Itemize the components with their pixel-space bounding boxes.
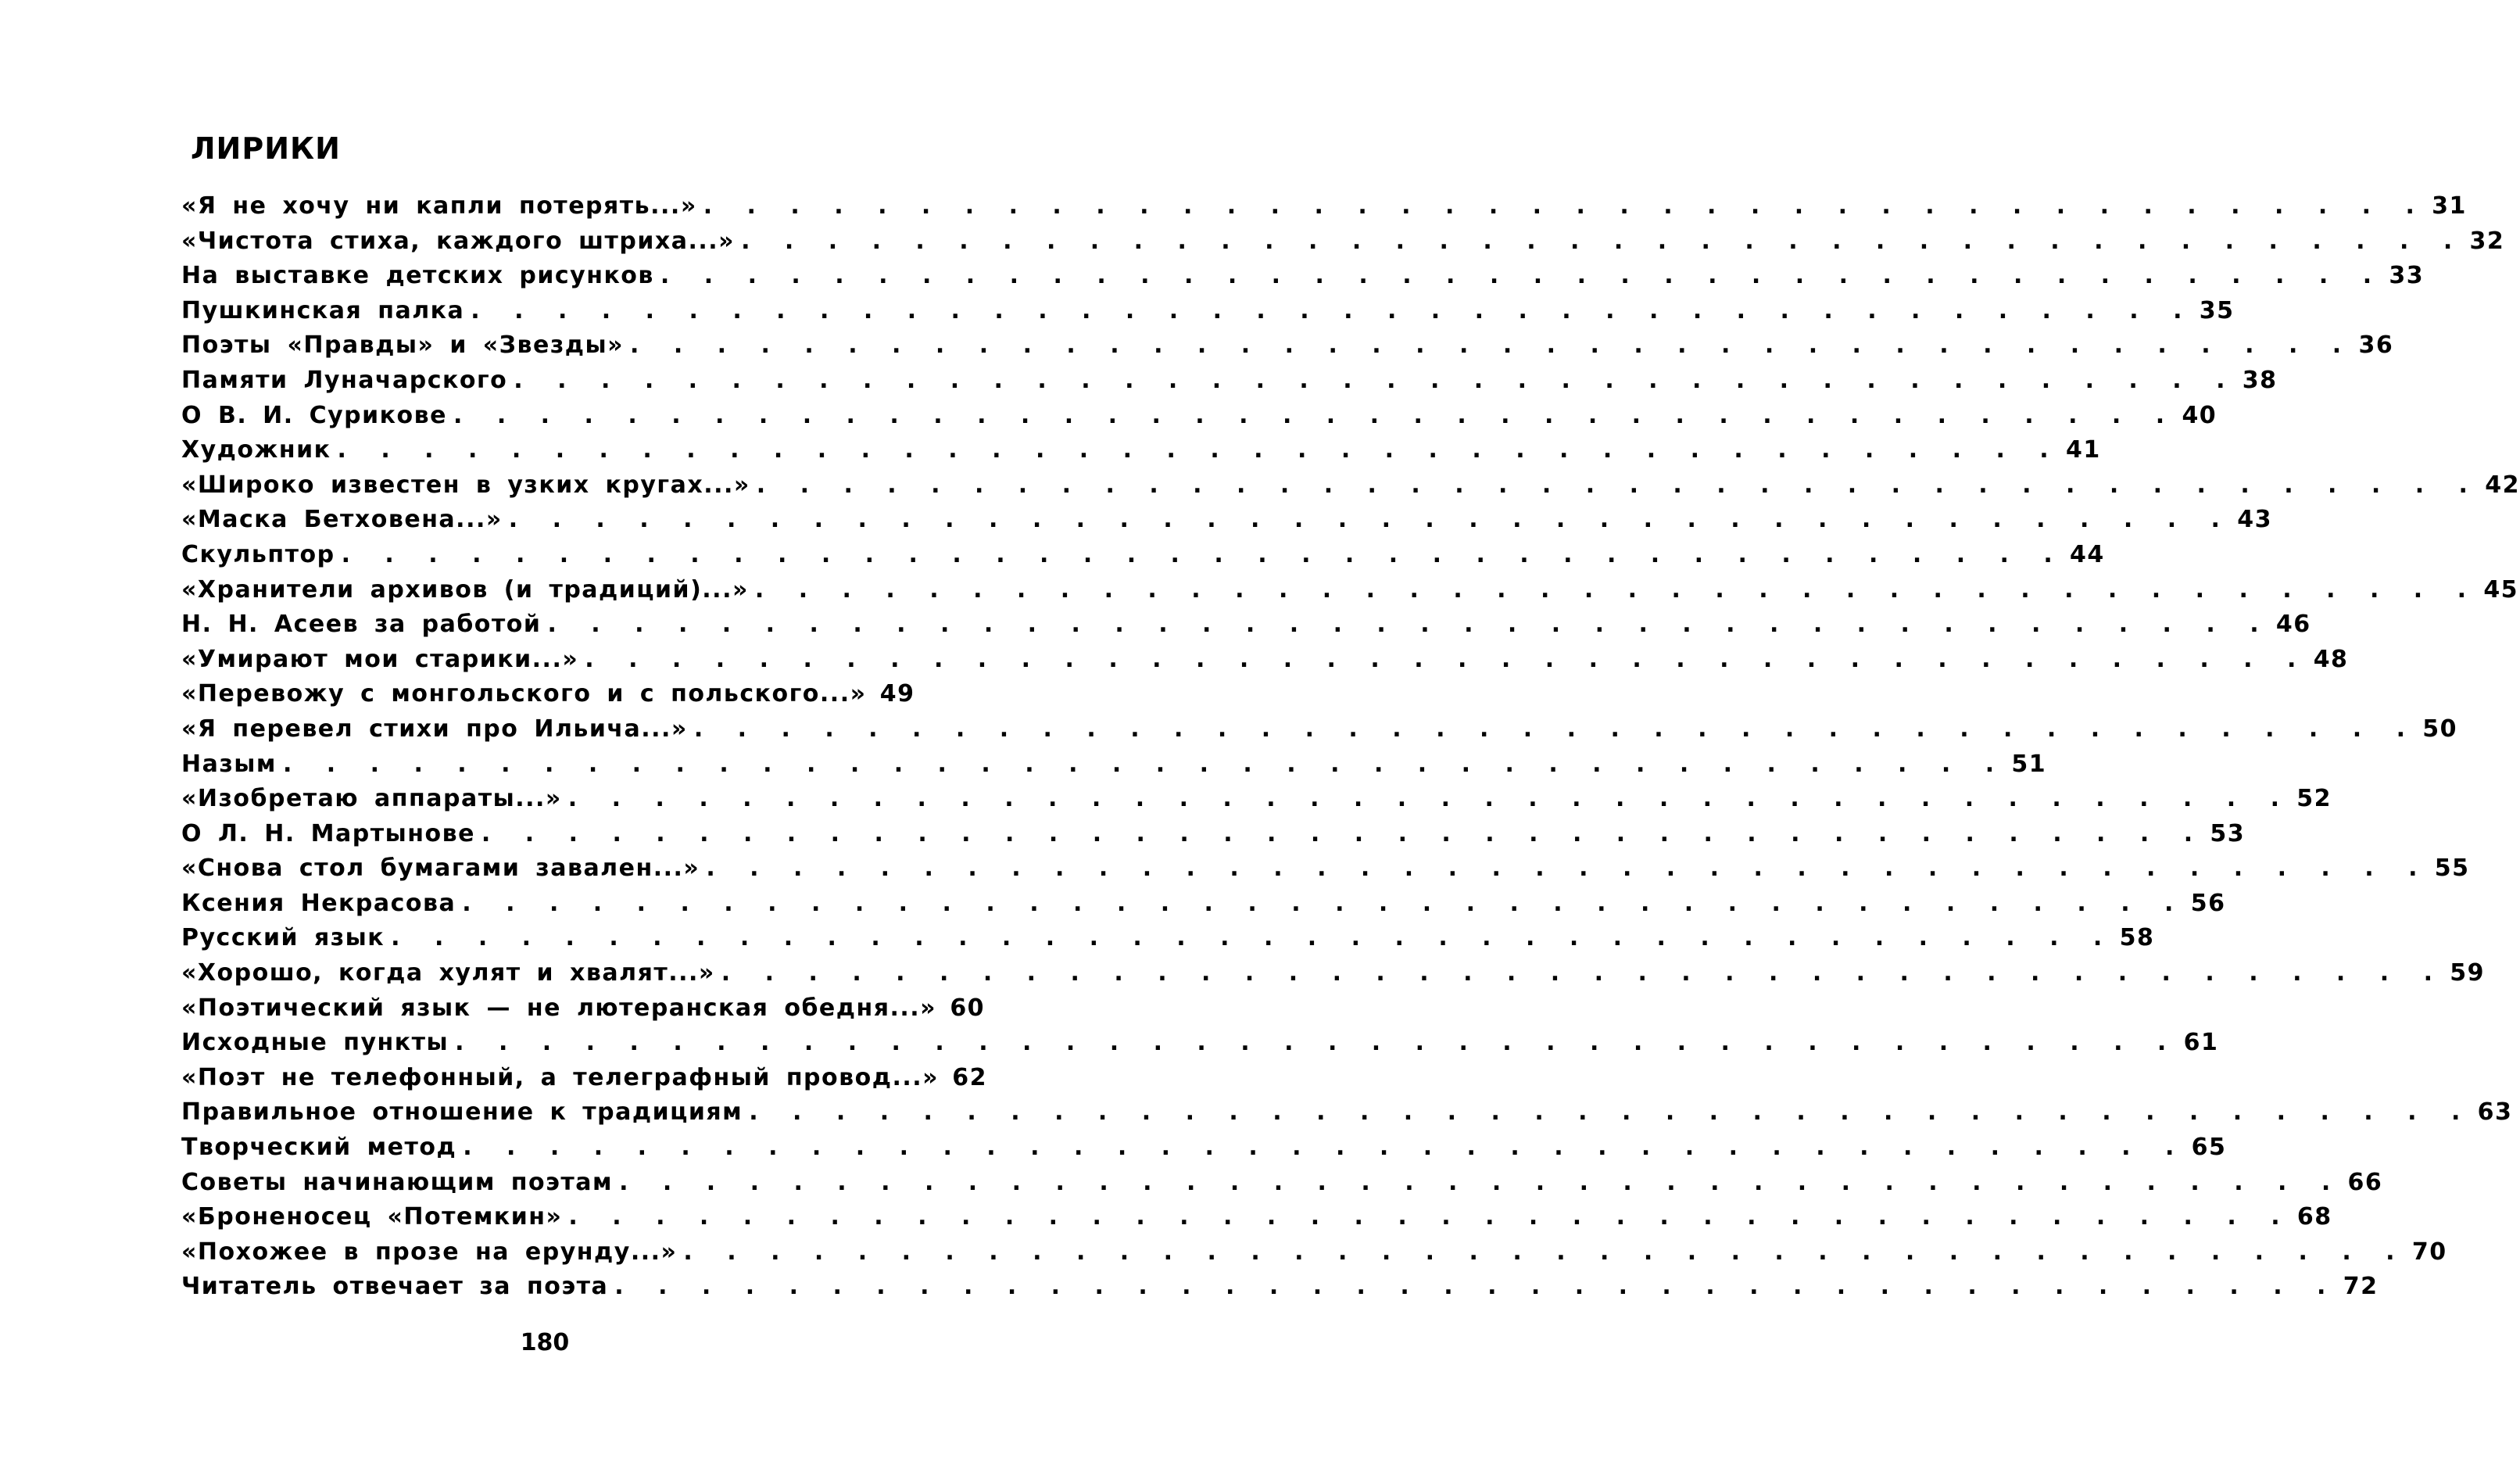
- toc-entry: [181, 1134, 2227, 1169]
- dot-leader: . . . . . . . . . . . . . . . . . . . . . . . . . . . . . . . . . . . . . . . .: [337, 436, 2059, 464]
- dot-leader: . . . . . . . . . . . . . . . . . . . . . . . . . . . . . . . . . . . . . . . .: [756, 471, 2478, 499]
- toc-entry: [181, 471, 2520, 507]
- toc-entry-page: 32: [2469, 227, 2505, 255]
- dot-leader: . . . . . . . . . . . . . . . . . . . . . . . . . . . . . . . . . . . . . . . .: [341, 540, 2063, 568]
- toc-entry-title: О Л. Н. Мартынове: [181, 819, 475, 847]
- dot-leader: . . . . . . . . . . . . . . . . . . . . . . . . . . . . . . . . . . . . . . . .: [754, 575, 2477, 604]
- toc-entry: [181, 1168, 2383, 1204]
- dot-leader: . . . . . . . . . . . . . . . . . . . . . . . . . . . . . . . . . . . . . . . .: [721, 959, 2443, 987]
- toc-entry-page: 53: [2210, 819, 2246, 847]
- toc-entry: [181, 924, 2155, 959]
- toc-entry-title: «Броненосец «Потемкин»: [181, 1203, 563, 1231]
- toc-entry-title: Н. Н. Асеев за работой: [181, 611, 542, 639]
- toc-entry-page: 56: [2190, 889, 2226, 917]
- toc-entry: [181, 331, 2394, 367]
- dot-leader: . . . . . . . . . . . . . . . . . . . . . . . . . . . . . . . . . . . . . . . .: [683, 1238, 2405, 1266]
- toc-entry-page: 36: [2358, 331, 2394, 360]
- toc-entry: [181, 1098, 2513, 1134]
- dot-leader: . . . . . . . . . . . . . . . . . . . . . . . . . . . . . . . . . . . . . . . .: [462, 889, 2184, 917]
- toc-entry: [181, 750, 2047, 786]
- toc-entry-page: 63: [2477, 1098, 2513, 1127]
- toc-entry-title: «Поэт не телефонный, а телеграфный провод...»: [181, 1063, 940, 1091]
- toc-entry-page: 35: [2199, 296, 2235, 324]
- toc-entry-title: «Маска Бетховена...»: [181, 506, 503, 534]
- toc-entry-page: 48: [2313, 645, 2349, 673]
- toc-entry-page: 58: [2119, 924, 2155, 952]
- dot-leader: . . . . . . . . . . . . . . . . . . . . . . . . . . . . . . . . . . . . . . . .: [630, 331, 2352, 360]
- dot-leader: . . . . . . . . . . . . . . . . . . . . . . . . . . . . . . . . . . . . . . . .: [614, 1273, 2336, 1301]
- toc-entry: [181, 575, 2519, 611]
- dot-leader: . . . . . . . . . . . . . . . . . . . . . . . . . . . . . . . . . . . . . . . .: [619, 1168, 2341, 1196]
- section-title: ЛИРИКИ: [191, 131, 341, 166]
- toc-entry-title: На выставке детских рисунков: [181, 262, 654, 290]
- toc-entry-title: «Снова стол бумагами завален...»: [181, 854, 700, 883]
- toc-entry-title: «Чистота стиха, каждого штриха...»: [181, 227, 736, 255]
- toc-entry: [181, 1029, 2219, 1064]
- toc-entry-page: 38: [2242, 366, 2278, 394]
- dot-leader: . . . . . . . . . . . . . . . . . . . . . . . . . . . . . . . . . . . . . . . .: [741, 227, 2463, 255]
- toc-entry-title: «Широко известен в узких кругах...»: [181, 471, 750, 499]
- dot-leader: . . . . . . . . . . . . . . . . . . . . . . . . . . . . . . . . . . . . . . . .: [660, 262, 2382, 290]
- toc-entry-page: 50: [2422, 715, 2458, 743]
- toc-entry-page: 61: [2183, 1029, 2219, 1057]
- toc-entry-title: Правильное отношение к традициям: [181, 1098, 743, 1127]
- dot-leader: . . . . . . . . . . . . . . . . . . . . . . . . . . . . . . . . . . . . . . . .: [706, 854, 2428, 883]
- toc-entry-page: 59: [2450, 959, 2485, 987]
- toc-entry-page: 55: [2434, 854, 2470, 883]
- toc-entry: [181, 889, 2226, 925]
- toc-entry: [181, 227, 2505, 263]
- page-number: 180: [520, 1329, 570, 1356]
- toc-entry: [181, 192, 2467, 227]
- toc-entry-page: 46: [2275, 611, 2311, 639]
- toc-entry-title: «Хранители архивов (и традиций)...»: [181, 575, 749, 604]
- toc-entry: [181, 680, 915, 715]
- toc-entry: [181, 366, 2278, 402]
- toc-entry-title: «Умирают мои старики...»: [181, 645, 579, 673]
- toc-entry-title: «Поэтический язык — не лютеранская обедня...»: [181, 994, 937, 1022]
- toc-entry-page: 68: [2296, 1203, 2332, 1231]
- toc-entry-page: 65: [2191, 1134, 2227, 1162]
- toc-entry: [181, 1273, 2379, 1308]
- toc-entry: [181, 959, 2485, 994]
- toc-entry: [181, 1203, 2332, 1238]
- toc-entry-title: О В. И. Сурикове: [181, 401, 447, 429]
- toc-entry-page: 66: [2347, 1168, 2383, 1196]
- toc-entry-title: «Похожее в прозе на ерунду...»: [181, 1238, 678, 1266]
- toc-entry-title: Исходные пункты: [181, 1029, 449, 1057]
- toc-entry: [181, 506, 2272, 541]
- dot-leader: . . . . . . . . . . . . . . . . . . . . . . . . . . . . . . . . . . . . . . . .: [567, 785, 2289, 813]
- toc-entry-title: Советы начинающим поэтам: [181, 1168, 614, 1196]
- toc-entry: [181, 436, 2101, 471]
- toc-entry-page: 44: [2070, 540, 2105, 568]
- dot-leader: . . . . . . . . . . . . . . . . . . . . . . . . . . . . . . . . . . . . . . . .: [693, 715, 2416, 743]
- toc-entry-page: 60: [950, 994, 986, 1022]
- toc-entry-page: 40: [2182, 401, 2218, 429]
- toc-entry: [181, 785, 2332, 820]
- toc-entry: [181, 262, 2425, 297]
- toc-entry: [181, 611, 2311, 646]
- dot-leader: . . . . . . . . . . . . . . . . . . . . . . . . . . . . . . . . . . . . . . . .: [471, 296, 2192, 324]
- toc-entry: [181, 854, 2470, 890]
- toc-entry: [181, 401, 2218, 437]
- toc-entry-page: 33: [2389, 262, 2425, 290]
- dot-leader: . . . . . . . . . . . . . . . . . . . . . . . . . . . . . . . . . . . . . . . .: [453, 401, 2175, 429]
- toc-entry-page: 42: [2485, 471, 2520, 499]
- toc-entry-title: Назым: [181, 750, 277, 778]
- toc-entry-page: 72: [2343, 1273, 2379, 1301]
- dot-leader: . . . . . . . . . . . . . . . . . . . . . . . . . . . . . . . . . . . . . . . .: [463, 1134, 2185, 1162]
- toc-entry-title: «Я перевел стихи про Ильича...»: [181, 715, 688, 743]
- toc-entry-page: 31: [2432, 192, 2467, 220]
- toc-entry-page: 52: [2296, 785, 2332, 813]
- table-of-contents: [181, 192, 2520, 1308]
- toc-entry-title: Русский язык: [181, 924, 385, 952]
- toc-entry-page: 49: [879, 680, 915, 708]
- dot-leader: . . . . . . . . . . . . . . . . . . . . . . . . . . . . . . . . . . . . . . . .: [481, 819, 2203, 847]
- toc-entry-page: 45: [2483, 575, 2519, 604]
- toc-entry: [181, 715, 2458, 751]
- toc-entry-title: «Изобретаю аппараты...»: [181, 785, 562, 813]
- toc-entry-title: Читатель отвечает за поэта: [181, 1273, 609, 1301]
- toc-entry-page: 62: [952, 1063, 988, 1091]
- toc-entry-title: Памяти Луначарского: [181, 366, 508, 394]
- dot-leader: . . . . . . . . . . . . . . . . . . . . . . . . . . . . . . . . . . . . . . . .: [547, 611, 2269, 639]
- toc-entry-page: 70: [2411, 1238, 2447, 1266]
- toc-entry-title: «Хорошо, когда хулят и хвалят...»: [181, 959, 715, 987]
- dot-leader: . . . . . . . . . . . . . . . . . . . . . . . . . . . . . . . . . . . . . . . .: [514, 366, 2235, 394]
- toc-entry: [181, 994, 986, 1030]
- toc-entry-title: «Я не хочу ни капли потерять...»: [181, 192, 697, 220]
- toc-entry: [181, 1063, 988, 1099]
- toc-entry: [181, 645, 2349, 681]
- toc-entry-page: 43: [2237, 506, 2272, 534]
- dot-leader: . . . . . . . . . . . . . . . . . . . . . . . . . . . . . . . . . . . . . . . .: [703, 192, 2425, 220]
- toc-entry-page: 41: [2065, 436, 2101, 464]
- dot-leader: . . . . . . . . . . . . . . . . . . . . . . . . . . . . . . . . . . . . . . . .: [508, 506, 2230, 534]
- toc-entry: [181, 296, 2235, 332]
- toc-entry-title: Скульптор: [181, 540, 335, 568]
- dot-leader: . . . . . . . . . . . . . . . . . . . . . . . . . . . . . . . . . . . . . . . .: [391, 924, 2113, 952]
- toc-entry: [181, 540, 2105, 576]
- dot-leader: . . . . . . . . . . . . . . . . . . . . . . . . . . . . . . . . . . . . . . . .: [568, 1203, 2290, 1231]
- dot-leader: . . . . . . . . . . . . . . . . . . . . . . . . . . . . . . . . . . . . . . . .: [455, 1029, 2177, 1057]
- dot-leader: . . . . . . . . . . . . . . . . . . . . . . . . . . . . . . . . . . . . . . . .: [749, 1098, 2471, 1127]
- dot-leader: . . . . . . . . . . . . . . . . . . . . . . . . . . . . . . . . . . . . . . . .: [585, 645, 2307, 673]
- toc-entry-title: Художник: [181, 436, 331, 464]
- toc-entry-page: 51: [2011, 750, 2047, 778]
- toc-entry-title: Творческий метод: [181, 1134, 457, 1162]
- toc-entry-title: «Перевожу с монгольского и с польского...»: [181, 680, 867, 708]
- dot-leader: . . . . . . . . . . . . . . . . . . . . . . . . . . . . . . . . . . . . . . . .: [282, 750, 2005, 778]
- toc-entry: [181, 1238, 2447, 1274]
- toc-entry-title: Поэты «Правды» и «Звезды»: [181, 331, 624, 360]
- toc-entry-title: Ксения Некрасова: [181, 889, 456, 917]
- toc-entry: [181, 819, 2246, 855]
- toc-entry-title: Пушкинская палка: [181, 296, 465, 324]
